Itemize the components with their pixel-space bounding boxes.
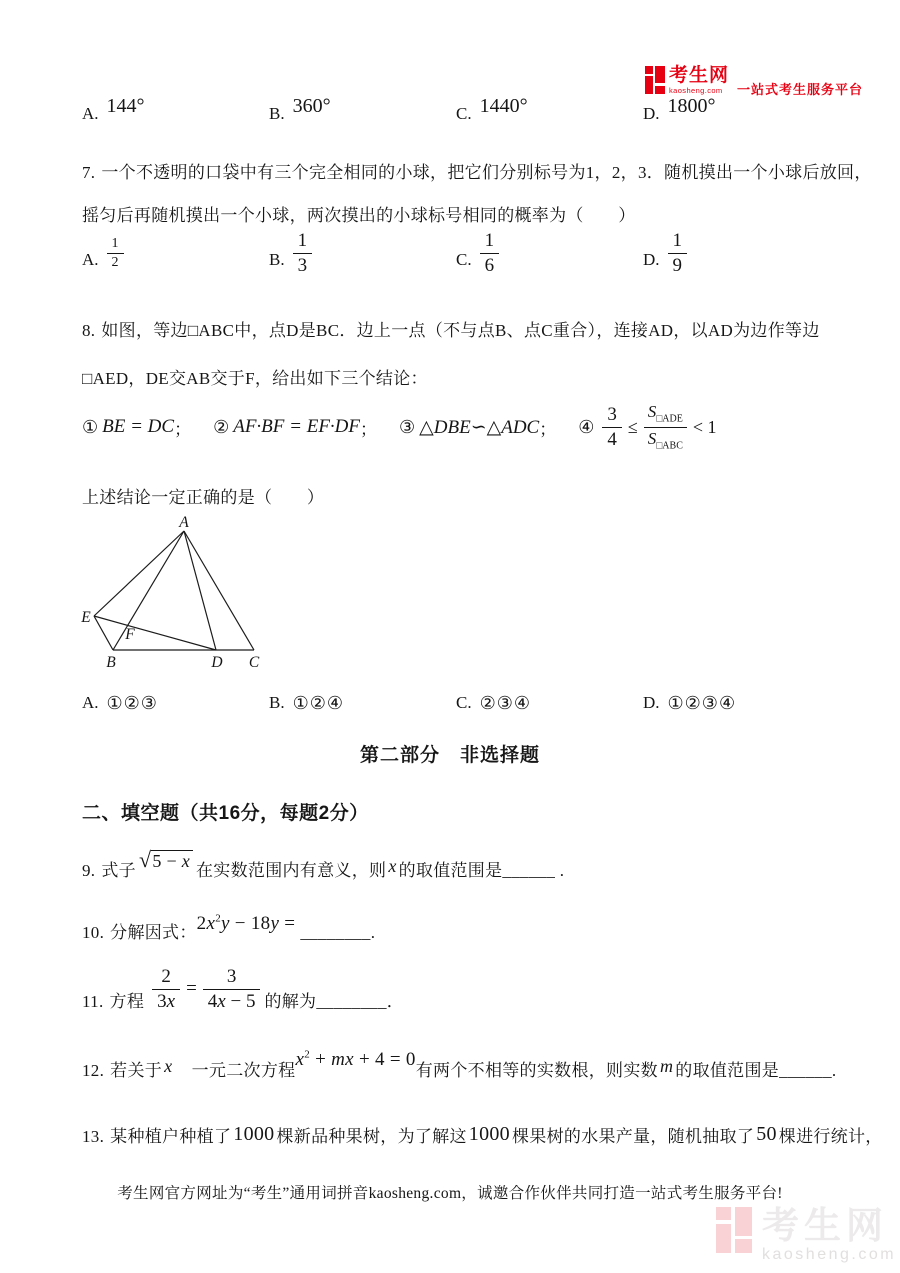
relation-symbol: ≤ <box>627 416 638 437</box>
numerator: 1 <box>480 230 500 253</box>
q8-conclusions-row <box>82 398 741 456</box>
question-number: 10. <box>82 923 105 942</box>
option-value: 1440° <box>479 95 528 117</box>
variable-x: x <box>388 856 397 876</box>
q6-options-row <box>82 95 842 124</box>
answer-blank: ________ <box>316 992 387 1011</box>
q7-options-row <box>82 228 842 278</box>
conclusion-2 <box>213 415 377 440</box>
formula: AF·BF = EF·DF <box>233 416 361 437</box>
denominator-coefficient: 4 <box>207 990 218 1012</box>
question-text: 一元二次方程 <box>174 1061 296 1080</box>
numerator: 1 <box>293 230 313 253</box>
denominator: 6 <box>484 254 495 276</box>
q8-geometry-figure <box>78 516 273 681</box>
triangle-diagram <box>78 516 273 676</box>
question-text: 方程 <box>109 992 145 1011</box>
footer-note: 考生网官方网址为“考生”通用词拼音kaosheng.com，诚邀合作伙伴共同打造一站式考生服务平台! <box>117 1185 783 1202</box>
q8-option-a <box>82 692 269 713</box>
option-value: 1800° <box>667 95 716 117</box>
question-text: 的取值范围是 <box>398 861 503 880</box>
question-9 <box>82 847 565 882</box>
conclusion-4 <box>578 403 718 451</box>
point-label-f: F <box>125 626 135 643</box>
kaosheng-watermark-icon <box>716 1207 752 1253</box>
question-text: 分解因式： <box>110 923 197 942</box>
period: . <box>370 923 376 942</box>
watermark-brand-text: 考生网 <box>762 1205 888 1246</box>
option-label: B. <box>269 693 285 712</box>
option-label: B. <box>269 104 285 123</box>
number-1000: 1000 <box>233 1123 275 1145</box>
vertex-label-b: B <box>106 654 116 671</box>
question-text: 式子 <box>101 861 136 880</box>
variable: y <box>221 913 230 934</box>
circled-number: ③ <box>399 416 416 437</box>
answer-blank: ______ <box>779 1061 832 1080</box>
option-value: ②③④ <box>479 693 532 713</box>
question-13 <box>82 1122 883 1148</box>
radicand-number: 5 − <box>152 851 182 871</box>
denominator: 2 <box>111 254 119 270</box>
kaosheng-watermark <box>716 1207 896 1263</box>
equation-tail: + 4 = 0 <box>353 1049 416 1070</box>
formula: △DBE∽△ADC <box>419 416 540 438</box>
question-number: 8. <box>82 321 96 340</box>
question-text: □AED，DE交AB交于F，给出如下三个结论： <box>82 369 428 388</box>
relation-tail: < 1 <box>692 416 717 437</box>
question-11 <box>82 962 404 1016</box>
option-label: D. <box>643 693 660 712</box>
conclusion-1 <box>82 415 191 440</box>
kaosheng-logo <box>645 66 863 98</box>
area-subscript: □ABC <box>656 439 683 451</box>
question-text: 棵新品种果树，为了解这 <box>276 1127 467 1146</box>
q6-option-c <box>456 95 643 124</box>
q7-option-b <box>269 228 456 278</box>
numerator: 1 <box>668 230 688 253</box>
q6-option-b <box>269 95 456 124</box>
right-fraction <box>203 966 261 1012</box>
equals-sign: = <box>279 913 301 934</box>
watermark-domain-text: kaosheng.com <box>762 1246 897 1263</box>
denominator-variable: x <box>217 990 226 1012</box>
separator: ； <box>360 419 378 439</box>
q6-option-a <box>82 95 269 124</box>
option-label: D. <box>643 250 660 269</box>
q8-option-d <box>643 692 830 713</box>
question-7-line-1 <box>82 158 872 183</box>
option-label: B. <box>269 250 285 269</box>
question-text: 上述结论一定正确的是（ ） <box>82 488 325 507</box>
equals-sign: = <box>186 978 197 999</box>
factor-expression <box>197 913 301 934</box>
variable-x: x <box>164 1056 173 1076</box>
q7-option-d <box>643 228 830 278</box>
vertex-label-d: D <box>211 654 223 671</box>
question-text: 摇匀后再随机摸出一个小球，两次摸出的小球标号相同的概率为（ ） <box>82 206 636 225</box>
question-10 <box>82 912 376 944</box>
quadratic-equation <box>295 1049 415 1070</box>
conclusion-3 <box>399 415 556 440</box>
logo-domain-text: kaosheng.com <box>669 86 723 95</box>
question-text: 若关于 <box>110 1061 163 1080</box>
variable: x <box>295 1049 305 1070</box>
numerator: 1 <box>107 236 124 254</box>
numerator: 3 <box>602 404 622 427</box>
area-symbol: S <box>647 428 657 448</box>
square-root-expression <box>138 847 193 872</box>
separator: ； <box>174 419 192 439</box>
question-7-line-2 <box>82 201 636 226</box>
fraction <box>107 236 124 270</box>
part2-heading: 第二部分 非选择题 <box>359 745 540 766</box>
option-label: C. <box>456 250 472 269</box>
q8-option-b <box>269 692 456 713</box>
option-label: A. <box>82 693 99 712</box>
numerator: 2 <box>152 966 180 989</box>
left-fraction <box>152 966 180 1012</box>
question-text: 如图，等边□ABC中，点D是BC．边上一点（不与点B、点C重合），连接AD，以AD为边作等边 <box>101 321 820 340</box>
circled-number: ① <box>82 416 99 437</box>
q6-option-d <box>643 95 830 124</box>
answer-blank: ______ <box>502 861 556 880</box>
separator: ； <box>539 419 557 439</box>
fraction <box>480 230 500 276</box>
vertex-label-e: E <box>81 609 91 626</box>
logo-tagline: 一站式考生服务平台 <box>737 82 864 97</box>
formula: BE = DC <box>102 416 175 437</box>
fill-in-section-heading: 二、填空题（共16分，每题2分） <box>82 803 369 824</box>
option-value: ①②④ <box>292 693 345 713</box>
variable-m: m <box>659 1056 674 1076</box>
option-value: 360° <box>292 95 331 117</box>
question-text: 棵进行统计， <box>778 1127 883 1146</box>
denominator-coefficient: 3 <box>157 990 167 1012</box>
denominator: 4 <box>607 428 617 450</box>
circled-number: ④ <box>578 416 595 437</box>
period: . <box>555 861 565 880</box>
answer-blank: ________ <box>300 923 371 942</box>
question-8-line-1 <box>82 316 820 341</box>
period: ． <box>386 992 405 1011</box>
fraction <box>668 230 688 276</box>
question-12 <box>82 1048 837 1082</box>
operator: + <box>310 1049 332 1070</box>
denominator-constant: − 5 <box>225 990 256 1012</box>
question-text: 的取值范围是 <box>675 1061 780 1080</box>
question-text: 一个不透明的口袋中有三个完全相同的小球，把它们分别标号为1，2，3．随机摸出一个小球后放回， <box>101 163 872 182</box>
denominator-variable: x <box>166 990 176 1012</box>
fraction <box>293 230 313 276</box>
option-value: ①②③ <box>106 693 158 713</box>
kaosheng-logo-icon <box>645 66 665 94</box>
question-number: 9. <box>82 861 96 880</box>
option-label: D. <box>643 104 660 123</box>
exponent: 2 <box>215 912 222 925</box>
denominator: 9 <box>672 254 683 276</box>
vertex-label-c: C <box>248 654 260 671</box>
number-1000: 1000 <box>468 1123 510 1145</box>
radicand-variable: x <box>181 851 190 871</box>
question-text: 的解为 <box>264 992 317 1011</box>
circled-number: ② <box>213 416 230 437</box>
coefficient: 2 <box>196 913 207 934</box>
question-text: 有两个不相等的实数根，则实数 <box>415 1061 658 1080</box>
option-value: 144° <box>106 95 145 117</box>
option-label: C. <box>456 693 472 712</box>
question-number: 11. <box>82 992 104 1011</box>
option-value: ①②③④ <box>667 693 737 713</box>
radical-sign: √ <box>138 847 152 872</box>
area-symbol: S <box>647 402 657 422</box>
variable: y <box>270 913 280 934</box>
question-number: 13. <box>82 1127 105 1146</box>
period: . <box>831 1061 837 1080</box>
denominator: 3 <box>297 254 308 276</box>
question-number: 7. <box>82 163 96 182</box>
exponent: 2 <box>304 1048 311 1061</box>
question-number: 12. <box>82 1061 105 1080</box>
number-50: 50 <box>756 1123 777 1145</box>
question-text: 在实数范围内有意义，则 <box>196 861 387 880</box>
area-ratio-fraction <box>644 403 687 451</box>
question-text: 某种植户种植了 <box>110 1127 232 1146</box>
numerator: 3 <box>203 966 261 989</box>
q8-option-c <box>456 692 643 713</box>
question-text: 棵果树的水果产量，随机抽取了 <box>511 1127 755 1146</box>
variable-term: mx <box>331 1049 354 1070</box>
variable: x <box>206 913 216 934</box>
q7-option-c <box>456 228 643 278</box>
q8-options-row <box>82 692 842 713</box>
option-label: A. <box>82 250 99 269</box>
q8-ask-line <box>82 483 324 508</box>
term: − 18 <box>229 913 271 934</box>
vertex-label-a: A <box>179 516 189 531</box>
logo-brand-text: 考生网 <box>669 65 730 86</box>
fraction <box>602 404 622 450</box>
area-subscript: □ADE <box>656 413 683 425</box>
option-label: C. <box>456 104 472 123</box>
question-8-line-2 <box>82 364 428 389</box>
q7-option-a <box>82 228 269 278</box>
option-label: A. <box>82 104 99 123</box>
